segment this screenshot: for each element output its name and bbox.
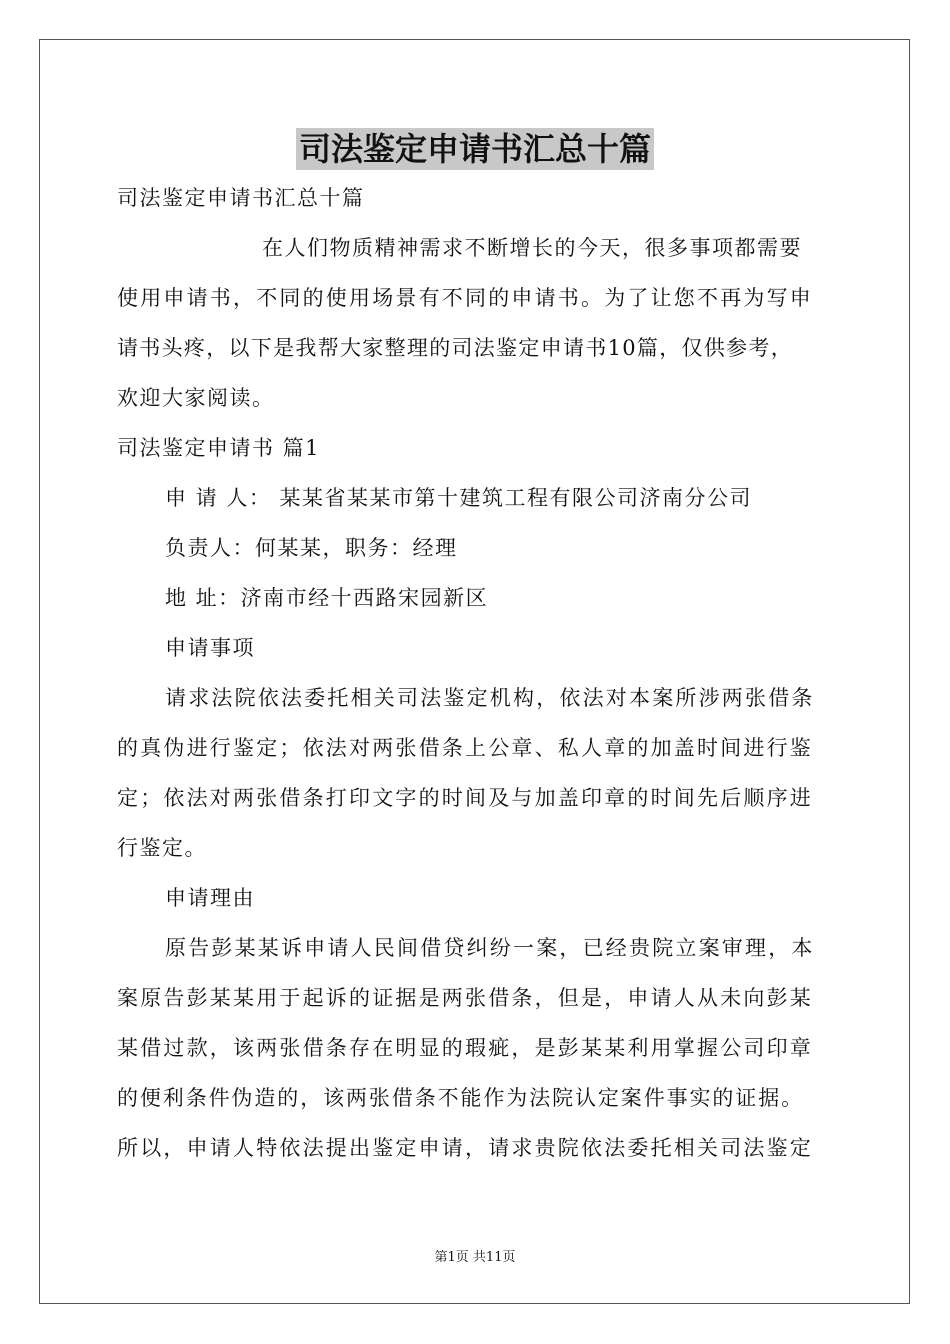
intro-line-1: 在人们物质精神需求不断增长的今天，很多事项都需要 xyxy=(262,236,802,260)
applicant-line: 申 请 人： 某某省某某市第十建筑工程有限公司济南分公司 xyxy=(165,486,753,510)
page-number-footer: 第1页 共11页 xyxy=(434,1250,516,1265)
document-title: 司法鉴定申请书汇总十篇 xyxy=(296,128,654,170)
request-line-4: 行鉴定。 xyxy=(117,836,207,860)
reason-line-3: 某借过款，该两张借条存在明显的瑕疵，是彭某某利用掌握公司印章 xyxy=(117,1036,813,1060)
reason-line-4: 的便利条件伪造的，该两张借条不能作为法院认定案件事实的证据。 xyxy=(117,1086,804,1110)
intro-line-2: 使用申请书，不同的使用场景有不同的申请书。为了让您不再为写申 xyxy=(117,286,813,310)
intro-line-4: 欢迎大家阅读。 xyxy=(117,386,275,410)
request-heading: 申请事项 xyxy=(165,636,255,660)
reason-line-2: 案原告彭某某用于起诉的证据是两张借条，但是，申请人从未向彭某 xyxy=(117,986,813,1010)
document-subtitle: 司法鉴定申请书汇总十篇 xyxy=(117,186,365,210)
reason-line-5: 所以，申请人特依法提出鉴定申请，请求贵院依法委托相关司法鉴定 xyxy=(117,1136,813,1160)
request-line-3: 定；依法对两张借条打印文字的时间及与加盖印章的时间先后顺序进 xyxy=(117,786,813,810)
section-heading: 司法鉴定申请书 篇1 xyxy=(117,436,321,460)
page-border xyxy=(39,39,910,1304)
responsible-person-line: 负责人：何某某，职务：经理 xyxy=(165,536,458,560)
intro-line-3: 请书头疼，以下是我帮大家整理的司法鉴定申请书10篇，仅供参考， xyxy=(117,336,794,360)
title-container xyxy=(0,128,950,170)
reason-line-1: 原告彭某某诉申请人民间借贷纠纷一案，已经贵院立案审理，本 xyxy=(165,936,815,960)
request-line-2: 的真伪进行鉴定；依法对两张借条上公章、私人章的加盖时间进行鉴 xyxy=(117,736,813,760)
request-line-1: 请求法院依法委托相关司法鉴定机构，依法对本案所涉两张借条 xyxy=(165,686,815,710)
address-line: 地 址：济南市经十西路宋园新区 xyxy=(165,586,489,610)
reason-heading: 申请理由 xyxy=(165,886,255,910)
